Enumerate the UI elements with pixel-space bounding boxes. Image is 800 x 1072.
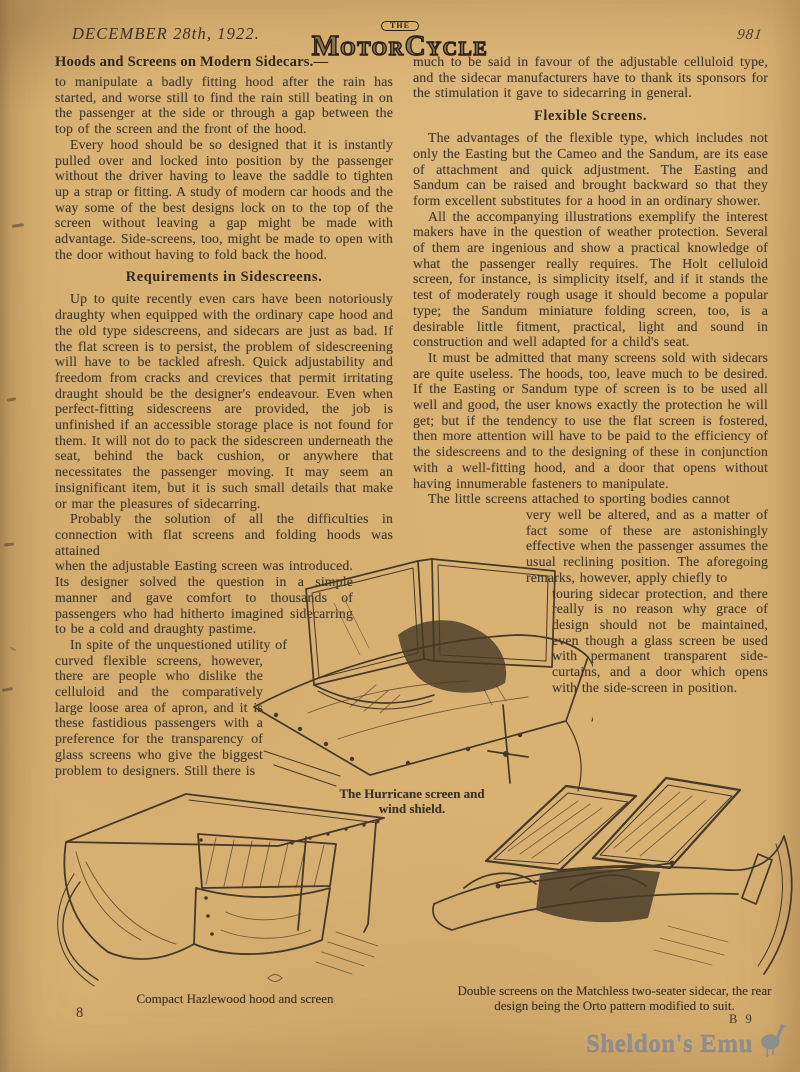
section-subheading: Flexible Screens.: [533, 108, 648, 125]
page-edge-mark: [10, 647, 16, 652]
watermark-text: Sheldon's Emu: [586, 1029, 753, 1057]
body-paragraph: touring sidecar protection, and there really is no reason why grace of design should not be maintained, even though a glass screen be used with permanent transparent side-curtains, and a door which opens with the side-screen in position.: [552, 585, 768, 695]
matchless-caption: Double screens on the Matchless two-seater sidecar, the rear design being the Orto pattern modified to suit.: [457, 983, 772, 1013]
emu-icon: [758, 1021, 788, 1066]
page-number-bottom: 8: [76, 1005, 84, 1021]
body-paragraph: Probably the solution of all the difficulties in connection with flat screens and folding hoods was attained: [55, 511, 393, 558]
body-paragraph: All the accompanying illustrations exemplify the interest makers have in the question of weather protection. Several of them are ingenious and show a practical knowledge of what the passenger really requires. The Holt celluloid screen, for instance, is simplicity itself, and if it stands the test of moderately rough usage it should become a popular type; the Sandum miniature folding screen, too, is a desirable little fitment, practical, light and sound in construction and well adapted for a child's seat.: [413, 208, 768, 350]
body-paragraph: much to be said in favour of the adjustable celluloid type, and the sidecar manufacturers have to thank its sponsors for the stimulation it gave to sidecarring in general.: [413, 54, 768, 101]
page-edge-mark: [7, 397, 16, 402]
section-subheading: Requirements in Sidescreens.: [125, 269, 323, 286]
page-number-top: 981: [735, 27, 764, 43]
body-paragraph: It must be admitted that many screens sold with sidecars are quite useless. The hoods, too, leave much to be desired. If the Easting or Sandum type of screen is to be used all well and good, the user knows exactly the protection he will get; but if the tendency to use the flat screen is fostered, then more attention will have to be paid to the efficiency of the sidescreens and to the designing of these in conjunction with a well-fitting hood, and a door that opens without having innumerable fasteners to manipulate.: [413, 349, 768, 491]
page-edge-mark: [2, 687, 13, 692]
hurricane-caption: The Hurricane screen and wind shield.: [339, 786, 485, 816]
hazlewood-hood-illustration: [46, 782, 391, 987]
logo-the-ribbon: THE: [381, 21, 419, 31]
signature-mark: B 9: [729, 1012, 755, 1026]
sheldons-emu-watermark: [586, 1021, 788, 1066]
body-paragraph: curved flexible screens, however, there are people who dislike the celluloid and the comparatively large loose area of apron, and it is these fastidious passengers with a preference for the transparency of glass screens who give the biggest problem to designers. Still there is: [55, 652, 263, 778]
page-edge-mark: [12, 223, 24, 228]
page-edge-mark: [4, 542, 14, 546]
hurricane-screen-illustration: [248, 543, 593, 793]
hazlewood-caption: Compact Hazlewood hood and screen: [136, 991, 334, 1006]
matchless-screens-illustration: [428, 766, 793, 978]
body-paragraph: The little screens attached to sporting bodies cannot: [428, 491, 730, 507]
body-paragraph: The advantages of the flexible type, which includes not only the Easting but the Cameo and the Sandum, are its ease of attachment and quick adjustment. The Easting and Sandum can be raised and brought backward so that they form excellent substitutes for a hood in an ordinary shower.: [413, 130, 768, 208]
body-paragraph: Every hood should be so designed that it is instantly pulled over and locked into position by the passenger without the driver having to leave the saddle to tighten up a strap or fitting. A study of modern car hoods and the way some of the best designs lock on to the top of the screen without leaving a gap might be made with advantage. Side-screens, too, might be made to open with the door without having to fold back the hood.: [55, 136, 393, 262]
issue-date: DECEMBER 28th, 1922.: [72, 24, 260, 43]
body-paragraph: when the adjustable Easting screen was introduced. Its designer solved the question in a simple manner and gave comfort to thousands of passengers who had hitherto imagined sidecarring to be a cold and draughty pastime.: [55, 558, 353, 637]
body-paragraph: very well be altered, and as a matter of fact some of these are astonishingly effective when the passenger assumes the usual reclining position. The aforegoing remarks, however, apply chiefly to: [526, 506, 768, 585]
logo-title: MOTORCYCLE: [311, 30, 489, 62]
body-paragraph: to manipulate a badly fitting hood after the rain has started, and worse still to find the rain still beating in on the passenger at the side or through a gap between the top of the screen and the front of the hood.: [55, 74, 393, 137]
article-heading: Hoods and Screens on Modern Sidecars.—: [55, 54, 329, 70]
body-paragraph: In spite of the unquestioned utility of: [70, 636, 288, 652]
body-paragraph: Up to quite recently even cars have been notoriously draughty when equipped with the ordinary cape hood and the old type sidescreens, and sidecars are just as bad. If the flat screen is to persist, the problem of sidescreening will have to be tackled afresh. Quick adjustability and freedom from cracks and crevices that permit irritating draught should be the designer's endeavour. Even when perfect-fitting sidescreens are provided, the job is unfinished if an accessible storage place is not found for them. It will not do to pack the sidescreen underneath the seat, behind the back cushion, or anywhere that necessitates the passenger moving. It may seem an insignificant item, but it is such small details that make or mar the pleasures of sidecarring.: [55, 291, 393, 511]
